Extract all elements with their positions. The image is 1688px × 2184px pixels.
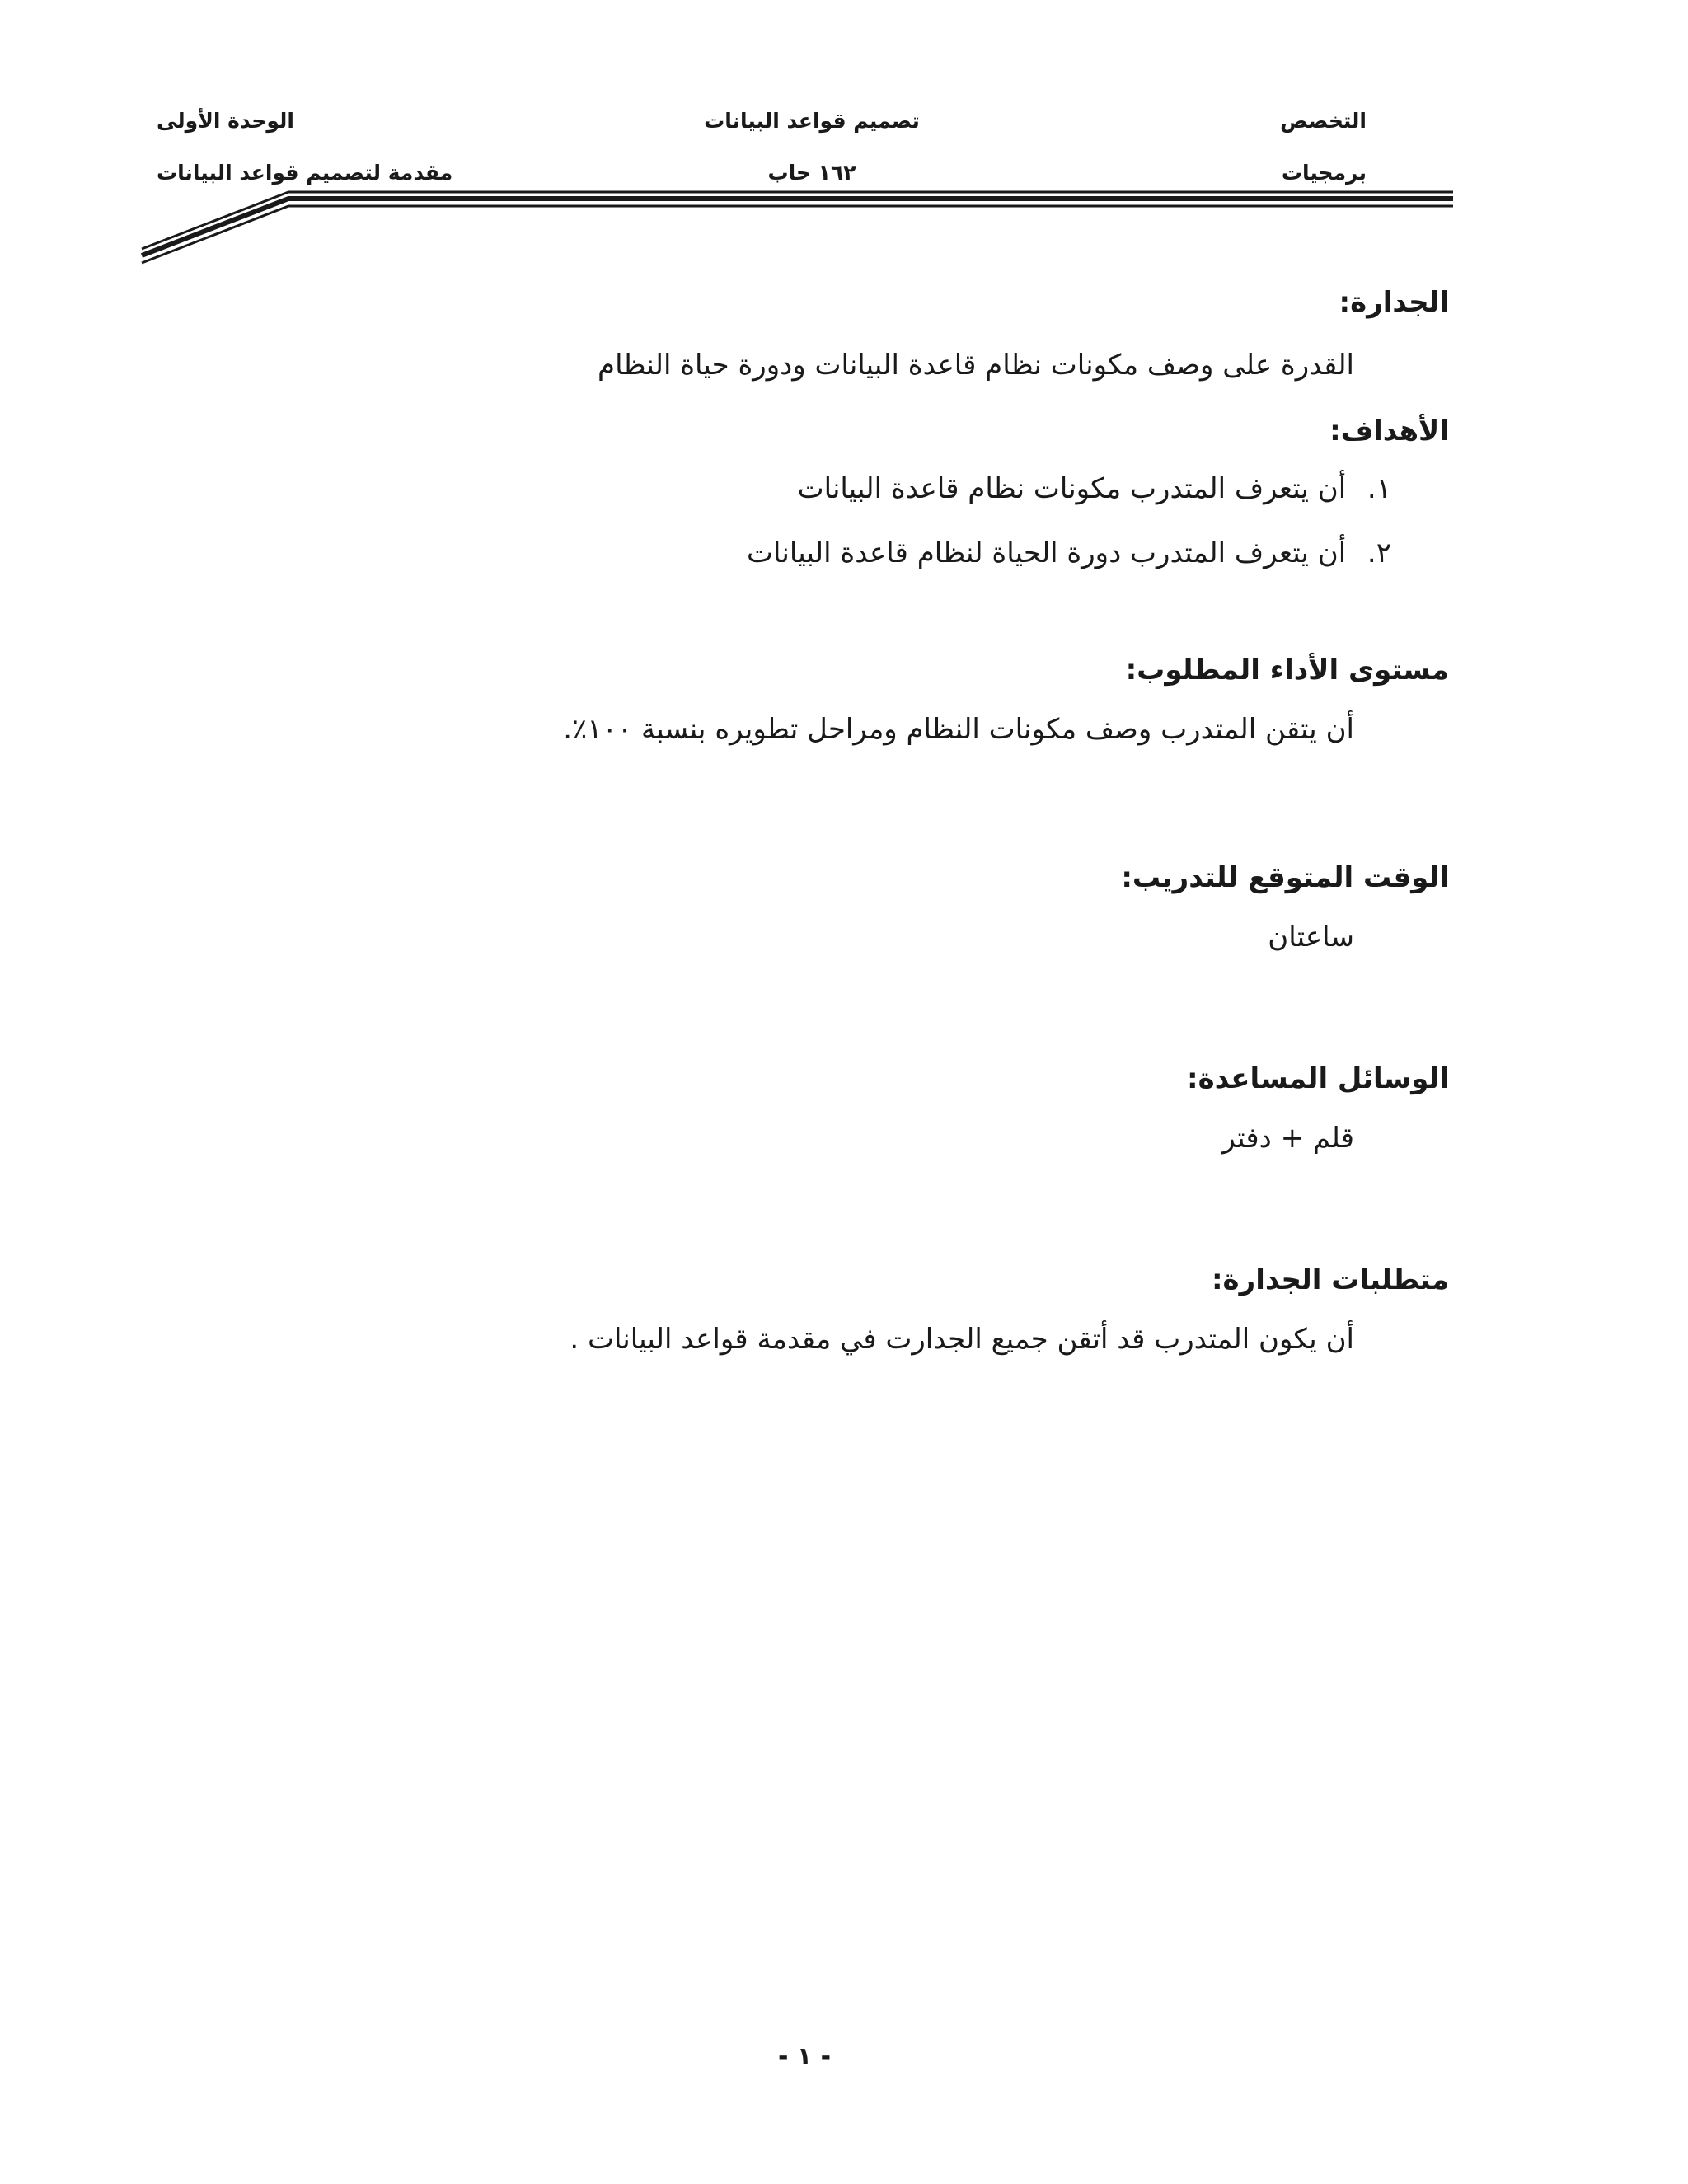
objectives-heading: الأهداف: xyxy=(1329,415,1449,448)
page-number: - ١ - xyxy=(777,2042,832,2071)
header-divider xyxy=(0,0,1688,272)
time-heading: الوقت المتوقع للتدريب: xyxy=(1121,861,1449,894)
header-course-code: ١٦٢ حاب xyxy=(767,161,856,185)
requirements-heading: متطلبات الجدارة: xyxy=(1211,1263,1449,1296)
header-unit-label: الوحدة الأولى xyxy=(157,109,294,133)
header-specialty-label: التخصص xyxy=(1280,109,1367,133)
competency-section xyxy=(213,282,1449,386)
objectives-list xyxy=(213,468,1449,574)
objective-item xyxy=(213,532,1391,574)
objective-number: ١. xyxy=(1367,472,1391,505)
objective-item xyxy=(213,468,1391,509)
page-body xyxy=(213,282,1449,1360)
header-unit-title: مقدمة لتصميم قواعد البيانات xyxy=(157,161,453,185)
aids-heading: الوسائل المساعدة: xyxy=(1186,1062,1449,1095)
header-course-title: تصميم قواعد البيانات xyxy=(704,109,920,133)
performance-heading: مستوى الأداء المطلوب: xyxy=(1125,654,1449,687)
aids-text: قلم + دفتر xyxy=(1221,1122,1354,1155)
performance-section xyxy=(213,649,1449,750)
performance-text: أن يتقن المتدرب وصف مكونات النظام ومراحل تطويره بنسبة ١٠٠٪. xyxy=(563,713,1354,746)
objective-text: أن يتعرف المتدرب مكونات نظام قاعدة البيانات xyxy=(797,472,1347,505)
objective-text: أن يتعرف المتدرب دورة الحياة لنظام قاعدة البيانات xyxy=(747,537,1347,569)
header-specialty-value: برمجيات xyxy=(1281,161,1367,185)
aids-section xyxy=(213,1058,1449,1159)
requirements-section xyxy=(213,1259,1449,1360)
objectives-section xyxy=(213,410,1449,574)
competency-heading: الجدارة: xyxy=(1339,286,1449,319)
objective-number: ٢. xyxy=(1367,537,1391,569)
time-text: ساعتان xyxy=(1268,921,1354,954)
requirements-text: أن يكون المتدرب قد أتقن جميع الجدارت في مقدمة قواعد البيانات . xyxy=(570,1323,1354,1356)
competency-text: القدرة على وصف مكونات نظام قاعدة البيانات ودورة حياة النظام xyxy=(598,349,1354,382)
time-section xyxy=(213,857,1449,958)
